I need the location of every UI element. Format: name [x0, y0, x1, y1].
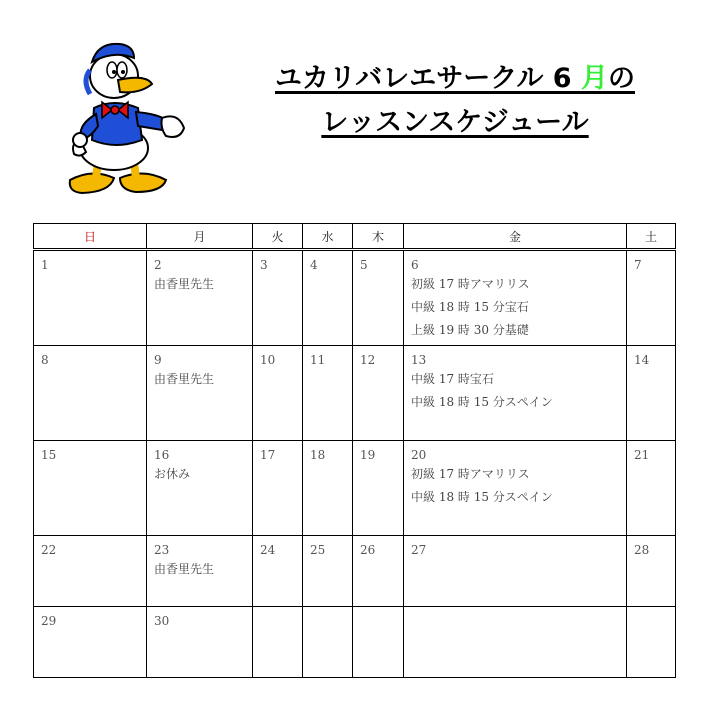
day-number: 18 — [310, 448, 326, 462]
day-cell — [303, 250, 353, 346]
day-cell — [627, 607, 676, 678]
day-number: 24 — [260, 543, 276, 557]
weekday-header-thu: 木 — [353, 224, 404, 250]
day-cell — [303, 346, 353, 441]
day-number: 5 — [360, 258, 368, 272]
day-cell — [303, 607, 353, 678]
week-row — [34, 536, 676, 607]
day-cell — [253, 250, 303, 346]
day-number: 1 — [41, 258, 49, 272]
day-cell — [353, 441, 404, 536]
title-suffix: の — [607, 63, 635, 94]
day-cell — [34, 441, 147, 536]
weekday-header-sat: 土 — [627, 224, 676, 250]
day-cell — [353, 346, 404, 441]
day-number: 25 — [310, 543, 326, 557]
day-cell — [627, 536, 676, 607]
day-cell — [34, 346, 147, 441]
schedule-calendar — [33, 223, 676, 678]
week-row — [34, 250, 676, 346]
day-cell — [253, 346, 303, 441]
day-number: 6 — [411, 258, 419, 272]
day-number: 29 — [41, 614, 57, 628]
page-title — [220, 64, 690, 138]
title-prefix: ユカリバレエサークル 6 — [275, 63, 581, 94]
cartoon-duck-icon — [62, 40, 192, 200]
day-number: 27 — [411, 543, 427, 557]
lesson-entry: 初級 17 時アマリリス — [411, 277, 530, 291]
weekday-header-wed: 水 — [303, 224, 353, 250]
lesson-entry: お休み — [154, 467, 191, 481]
week-row — [34, 607, 676, 678]
day-number: 17 — [260, 448, 276, 462]
day-cell — [147, 536, 253, 607]
day-number: 12 — [360, 353, 376, 367]
day-cell — [353, 607, 404, 678]
day-number: 13 — [411, 353, 427, 367]
lesson-entry: 中級 18 時 15 分宝石 — [411, 300, 529, 314]
title-month: 月 — [580, 63, 608, 94]
day-cell — [147, 607, 253, 678]
lesson-entry: 由香里先生 — [154, 277, 215, 291]
day-number: 4 — [310, 258, 318, 272]
lesson-entry: 上級 19 時 30 分基礎 — [411, 323, 529, 337]
lesson-entry: 中級 17 時宝石 — [411, 372, 494, 386]
day-cell — [147, 346, 253, 441]
day-cell — [404, 607, 627, 678]
day-cell — [404, 536, 627, 607]
day-number: 23 — [154, 543, 170, 557]
day-number: 19 — [360, 448, 376, 462]
day-cell — [253, 441, 303, 536]
day-number: 3 — [260, 258, 268, 272]
lesson-entry: 由香里先生 — [154, 372, 215, 386]
day-number: 26 — [360, 543, 376, 557]
day-number: 11 — [310, 353, 326, 367]
weekday-header-mon: 月 — [147, 224, 253, 250]
lesson-entry: 由香里先生 — [154, 562, 215, 576]
day-cell — [627, 346, 676, 441]
day-number: 2 — [154, 258, 162, 272]
day-cell — [627, 441, 676, 536]
day-cell — [303, 536, 353, 607]
day-cell — [404, 441, 627, 536]
day-number: 9 — [154, 353, 162, 367]
day-number: 22 — [41, 543, 57, 557]
weekday-header-fri: 金 — [404, 224, 627, 250]
day-cell — [253, 607, 303, 678]
day-cell — [353, 250, 404, 346]
day-number: 14 — [634, 353, 650, 367]
day-cell — [147, 250, 253, 346]
lesson-entry: 中級 18 時 15 分スペイン — [411, 395, 553, 409]
week-row — [34, 346, 676, 441]
day-cell — [34, 536, 147, 607]
day-number: 30 — [154, 614, 170, 628]
day-number: 28 — [634, 543, 650, 557]
day-number: 20 — [411, 448, 427, 462]
week-row — [34, 441, 676, 536]
day-number: 7 — [634, 258, 642, 272]
day-cell — [253, 536, 303, 607]
weekday-header-sun: 日 — [34, 224, 147, 250]
weekday-header-tue: 火 — [253, 224, 303, 250]
day-number: 15 — [41, 448, 57, 462]
day-number: 21 — [634, 448, 650, 462]
title-line-1 — [220, 64, 690, 94]
day-cell — [627, 250, 676, 346]
lesson-entry: 中級 18 時 15 分スペイン — [411, 490, 553, 504]
day-cell — [303, 441, 353, 536]
lesson-entry: 初級 17 時アマリリス — [411, 467, 530, 481]
day-number: 16 — [154, 448, 170, 462]
day-cell — [34, 250, 147, 346]
day-cell — [404, 346, 627, 441]
title-line-2: レッスンスケジュール — [321, 107, 589, 138]
day-cell — [353, 536, 404, 607]
weekday-header-row — [34, 224, 676, 250]
day-cell — [147, 441, 253, 536]
day-number: 10 — [260, 353, 276, 367]
day-cell — [404, 250, 627, 346]
day-number: 8 — [41, 353, 49, 367]
day-cell — [34, 607, 147, 678]
